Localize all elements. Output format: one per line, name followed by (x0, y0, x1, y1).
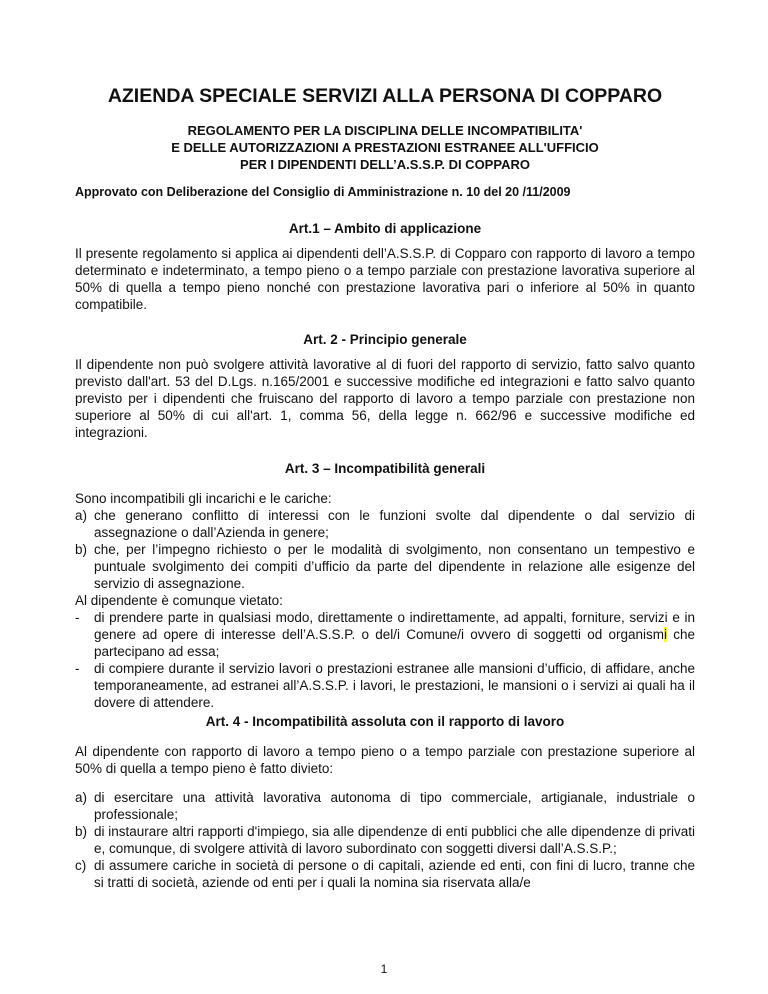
list-item-text: che, per l’impegno richiesto o per le modalità di svolgimento, non consentano un tempestivo e puntuale svolgimento dei compiti d’ufficio da parte del dipendente in relazione alle esigenze del servizio di assegnazione. (94, 542, 695, 591)
list-marker: - (75, 610, 80, 625)
list-item-text (94, 609, 695, 660)
list-marker: b) (75, 824, 88, 839)
list-item-text: di compiere durante il servizio lavori o prestazioni estranee alle mansioni d’ufficio, di affidare, anche temporaneamente, ad estranei all’A.S.S.P. i lavori, le prestazioni, le mansioni o i servizi ai quali ha il dovere di attendere. (94, 661, 695, 710)
regulation-subtitle (75, 122, 695, 173)
art3-title: Art. 3 – Incompatibilità generali (284, 461, 486, 476)
art2-text: Il dipendente non può svolgere attività lavorative al di fuori del rapporto di servizio, fatto salvo quanto previsto dall'art. 53 del D.Lgs. n.165/2001 e successive modifiche ed integrazioni e fatto salvo quanto previsto per i dipendenti che fruiscano del rapporto di lavoro a tempo parziale con prestazione non superiore al 50% di cui all'art. 1, comma 56, della legge n. 662/96 e successive modifiche ed integrazioni. (75, 357, 695, 440)
list-marker: - (75, 661, 80, 676)
art1-text: Il presente regolamento si applica ai dipendenti dell’A.S.S.P. di Copparo con rapporto di lavoro a tempo determinato e indeterminato, a tempo pieno o a tempo parziale con prestazione lavorativa superiore al 50% di quella a tempo pieno nonché con prestazione lavorativa pari o inferiore al 50% in quanto compatibile. (75, 246, 695, 312)
list-item-text: che generano conflitto di interessi con le funzioni svolte dal dipendente o dal servizio di assegnazione o dall’Azienda in genere; (94, 508, 695, 540)
text-part: di prendere parte in qualsiasi modo, direttamente o indirettamente, ad appalti, forniture, servizi e in genere ad opere di interesse dell’A.S.S.P. o del/i Comune/i ovvero di soggetti od organism (94, 610, 695, 642)
list-item (75, 609, 695, 660)
list-item (75, 507, 695, 541)
list-item (75, 857, 695, 891)
list-item (75, 541, 695, 592)
list-marker: b) (75, 542, 88, 557)
list-item (75, 789, 695, 823)
art4-intro: Al dipendente con rapporto di lavoro a tempo pieno o a tempo parziale con prestazione superiore al 50% di quella a tempo pieno è fatto divieto: (75, 744, 695, 776)
art3-body (75, 490, 695, 711)
list-item-text: di esercitare una attività lavorativa autonoma di tipo commerciale, artigianale, industriale o professionale; (94, 790, 695, 822)
list-item (75, 660, 695, 711)
document-title: AZIENDA SPECIALE SERVIZI ALLA PERSONA DI COPPARO (107, 85, 663, 107)
art4-list (75, 789, 695, 891)
list-item-text: di instaurare altri rapporti d'impiego, sia alle dipendenze di enti pubblici che alle dipendenze di privati e, comunque, di svolgere attività di lavoro subordinato con soggetti diversi dall’A.S.S.P.; (94, 824, 695, 856)
art4-title: Art. 4 - Incompatibilità assoluta con il rapporto di lavoro (205, 714, 565, 729)
highlighted-text: i (663, 627, 667, 642)
art3-forbidden-intro: Al dipendente è comunque vietato: (75, 593, 283, 608)
list-item-text: di assumere cariche in società di persone o di capitali, aziende ed enti, con fini di lucro, tranne che si tratti di società, aziende od enti per i quali la nomina sia riservata alla/e (94, 858, 695, 890)
subtitle-line: REGOLAMENTO PER LA DISCIPLINA DELLE INCOMPATIBILITA' (187, 123, 583, 138)
list-item (75, 823, 695, 857)
art1-title: Art.1 – Ambito di applicazione (288, 221, 482, 236)
subtitle-line: PER I DIPENDENTI DELL’A.S.S.P. DI COPPARO (240, 157, 530, 172)
list-marker: a) (75, 508, 88, 523)
page-number: 1 (380, 962, 388, 976)
art3-intro: Sono incompatibili gli incarichi e le cariche: (75, 491, 332, 506)
subtitle-line: E DELLE AUTORIZZAZIONI A PRESTAZIONI ESTRANEE ALL'UFFICIO (171, 140, 599, 155)
list-marker: c) (75, 858, 87, 873)
approval-note: Approvato con Deliberazione del Consiglio di Amministrazione n. 10 del 20 /11/2009 (75, 185, 571, 199)
art2-title: Art. 2 - Principio generale (303, 332, 467, 347)
list-marker: a) (75, 790, 88, 805)
text-part: che partecipano ad essa; (94, 627, 695, 659)
